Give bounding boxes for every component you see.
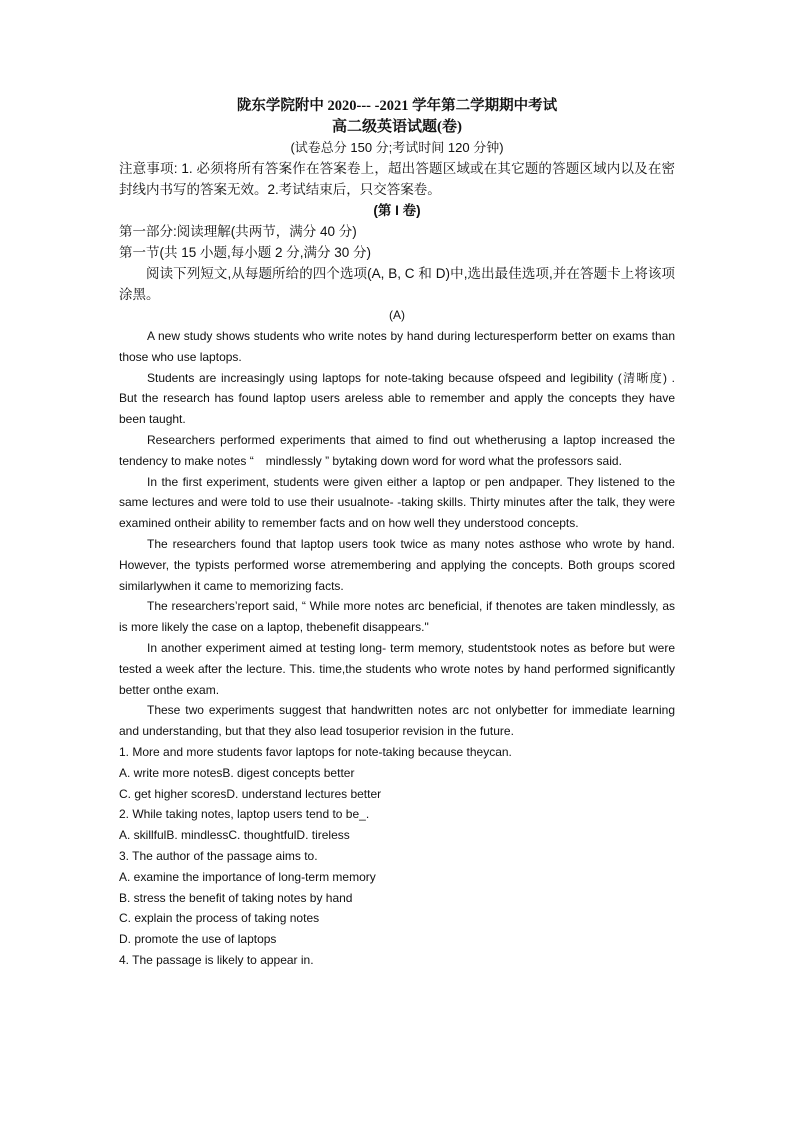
- passage-paragraph: These two experiments suggest that handwritten notes arc not onlybetter for immediate learning and understanding, but that they also lead tosuperior revision in the future.: [119, 703, 675, 739]
- reading-instruction: 阅读下列短文,从每题所给的四个选项(A, B, C 和 D)中,选出最佳选项,并在答题卡上将该项涂黑。: [119, 266, 675, 302]
- passage-label: (A): [389, 308, 405, 322]
- question-options: C. get higher scoresD. understand lectures better: [119, 786, 382, 801]
- question-stem: 4. The passage is likely to appear in.: [119, 952, 314, 967]
- passage-paragraph: In another experiment aimed at testing long- term memory, studentstook notes as before but were tested a week after the lecture. This. time,the students who wrote notes by hand performed significantly better onthe exam.: [119, 640, 675, 697]
- exam-subtitle: 高二级英语试题(卷): [332, 119, 462, 135]
- score-time-info: (试卷总分 150 分;考试时间 120 分钟): [290, 140, 504, 155]
- volume-label: (第 I 卷): [373, 203, 421, 218]
- section-title: 第一节(共 15 小题,每小题 2 分,满分 30 分): [119, 245, 372, 260]
- question-stem: 1. More and more students favor laptops for note-taking because theycan.: [119, 744, 512, 759]
- passage-paragraph: The researchers found that laptop users took twice as many notes asthose who wrote by hand. However, the typists performed worse atremembering and applying the concepts. Both groups scored similarlywhen it came to memorizing facts.: [119, 536, 675, 593]
- exam-notice: 注意事项: 1. 必须将所有答案作在答案卷上，超出答题区域或在其它题的答题区域内以及在密封线内书写的答案无效。2.考试结束后，只交答案卷。: [119, 161, 675, 197]
- question-option: A. examine the importance of long-term memory: [119, 869, 376, 884]
- passage-paragraph: In the first experiment, students were given either a laptop or pen andpaper. They listened to the same lectures and were told to use their usualnote- -taking skills. Thirty minutes after the talk, they were examined ontheir ability to remember facts and on how well they understood concepts.: [119, 474, 675, 531]
- passage-paragraph: Researchers performed experiments that aimed to find out whetherusing a laptop increased the tendency to make notes “ mindlessly ” bytaking down word for word what the professors said.: [119, 432, 675, 468]
- exam-title: 陇东学院附中 2020--- -2021 学年第二学期期中考试: [236, 98, 558, 114]
- passage-body: [119, 326, 675, 742]
- exam-page: [119, 96, 675, 971]
- question-options: A. skillfulB. mindlessC. thoughtfulD. tireless: [119, 828, 350, 843]
- passage-paragraph: Students are increasingly using laptops for note-taking because ofspeed and legibility (清晰度) . But the research has found laptop users areless able to remember and apply the concepts they have been taught.: [119, 370, 675, 427]
- question-stem: 3. The author of the passage aims to.: [119, 848, 318, 863]
- passage-paragraph: The researchers’report said, “ While more notes arc beneficial, if thenotes are taken mindlessly, as is more likely the case on a laptop, thebenefit disappears.": [119, 599, 675, 635]
- part-title: 第一部分:阅读理解(共两节，满分 40 分): [119, 224, 357, 239]
- question-option: C. explain the process of taking notes: [119, 911, 320, 926]
- question-option: B. stress the benefit of taking notes by hand: [119, 890, 353, 905]
- question-options: A. write more notesB. digest concepts better: [119, 765, 355, 780]
- question-option: D. promote the use of laptops: [119, 932, 277, 947]
- passage-paragraph: A new study shows students who write notes by hand during lecturesperform better on exams than those who use laptops.: [119, 329, 675, 364]
- question-stem: 2. While taking notes, laptop users tend to be_.: [119, 807, 370, 822]
- question-list: [119, 742, 675, 971]
